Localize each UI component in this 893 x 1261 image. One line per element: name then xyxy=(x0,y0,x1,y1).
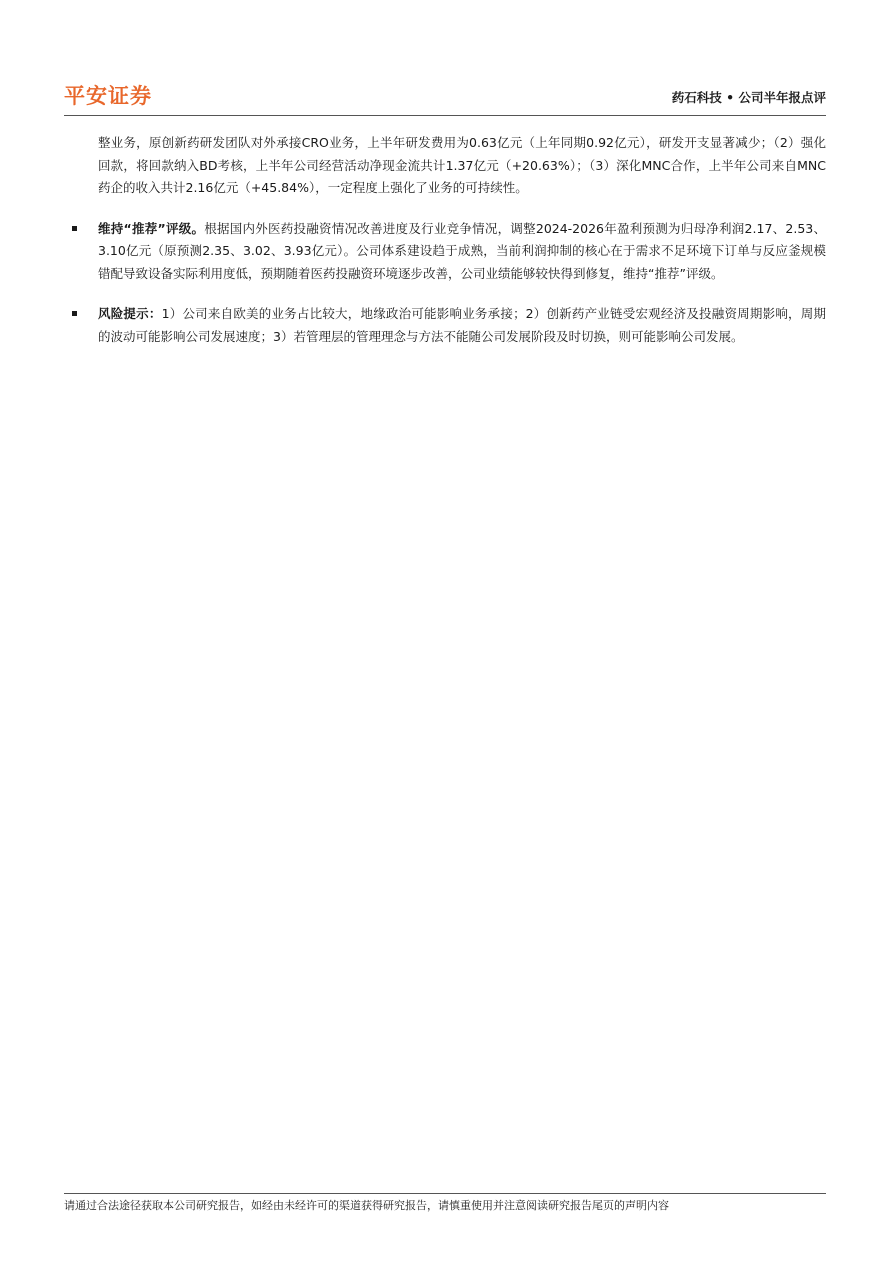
bullet-lead: 维持“推荐”评级。 xyxy=(98,220,205,236)
report-label: 药石科技 • 公司半年报点评 xyxy=(671,90,826,105)
continuation-paragraph: 整业务，原创新药研发团队对外承接CRO业务，上半年研发费用为0.63亿元（上年同期0.92亿元），研发开支显著减少；（2）强化回款，将回款纳入BD考核，上半年公司经营活动净现金流共计1.37亿元（+20.63%）；（3）深化MNC合作，上半年公司来自MNC药企的收入共计2.16亿元（+45.84%），一定程度上强化了业务的可持续性。 xyxy=(98,135,826,195)
footer-disclaimer: 请通过合法途径获取本公司研究报告，如经由未经许可的渠道获得研究报告，请慎重使用并注意阅读研究报告尾页的声明内容 xyxy=(64,1199,669,1212)
bullet-square-icon xyxy=(72,226,77,231)
page-header xyxy=(64,78,826,114)
bullet-paragraph xyxy=(98,303,826,348)
bullet-square-icon xyxy=(72,311,77,316)
header-divider xyxy=(64,115,826,116)
bullet-lead: 风险提示： xyxy=(98,306,162,321)
bullet-paragraph xyxy=(98,218,826,286)
bullet-rating xyxy=(64,218,826,286)
brand-logo: 平安证券 xyxy=(64,84,152,108)
report-body xyxy=(64,132,826,348)
bullet-text: 根据国内外医药投融资情况改善进度及行业竞争情况，调整2024-2026年盈利预测为归母净利润2.17、2.53、3.10亿元（原预测2.35、3.02、3.93亿元）。公司体系建设趋于成熟，当前利润抑制的核心在于需求不足环境下订单与反应釜规模错配导致设备实际利用度低，预期随着医药投融资环境逐步改善，公司业绩能够较快得到修复，维持“推荐”评级。 xyxy=(98,220,826,281)
bullet-text: 1）公司来自欧美的业务占比较大，地缘政治可能影响业务承接；2）创新药产业链受宏观经济及投融资周期影响，周期的波动可能影响公司发展速度；3）若管理层的管理理念与方法不能随公司发展阶段及时切换，则可能影响公司发展。 xyxy=(98,306,826,344)
bullet-risk xyxy=(64,303,826,348)
footer-divider xyxy=(64,1193,826,1194)
